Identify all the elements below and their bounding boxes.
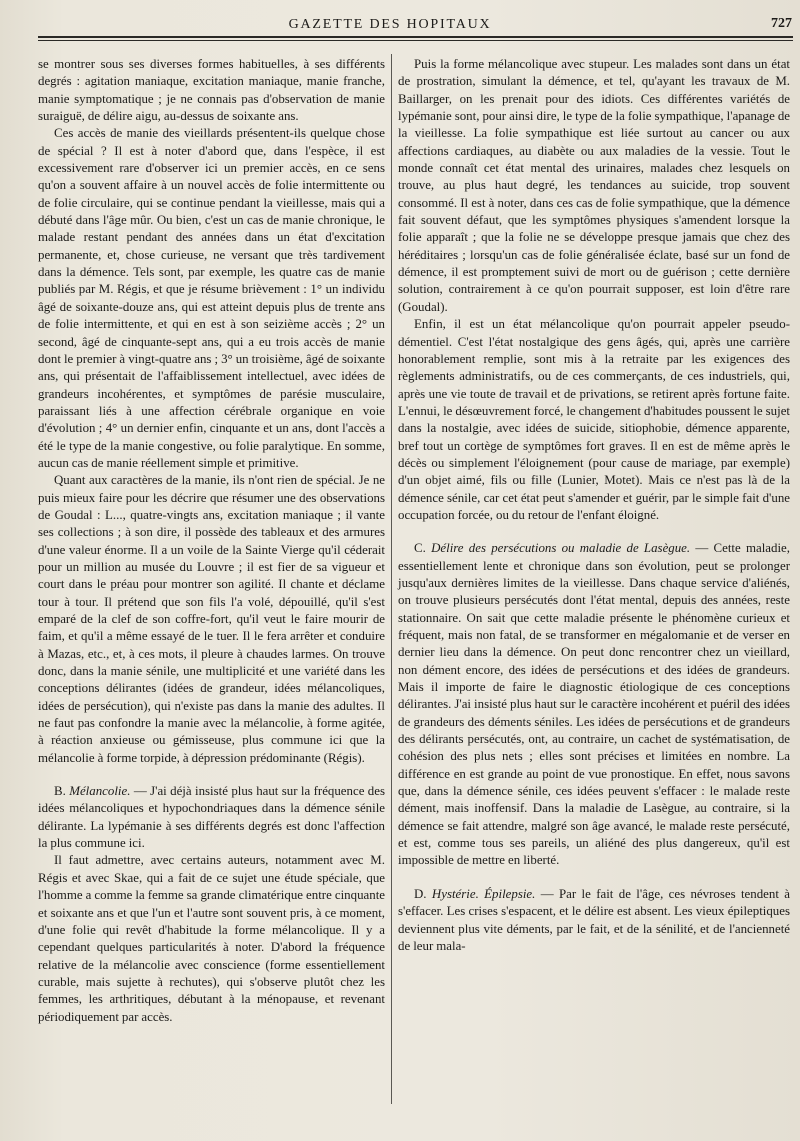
left-paragraph-5: Il faut admettre, avec certains auteurs, notamment avec M. Régis et avec Skae, qui a fait de ce sujet une étude spéciale, que l'homme a comme la femme sa grande climatérique entre cinquante et soixante ans et que l'un et l'autre sont souvent pris, à ce moment, d'une folie qui revêt d'habitude la forme mélancolique. Il y a cependant quelques particularités à noter. D'abord la fréquence relative de la mélancolie avec conscience (forme essentiellement curable, mais sujette à rechutes), qui s'observe plutôt chez les femmes, les arthritiques, débutant à la ménopause, et revenant périodiquement par accès. — [38, 853, 385, 1024]
running-title: GAZETTE DES HOPITAUX — [288, 17, 492, 32]
header-rule-thick — [38, 36, 793, 38]
section-b-title: Mélancolie. — [69, 784, 131, 799]
section-c-title: Délire des persécutions ou maladie de Lasègue. — [431, 541, 691, 556]
right-paragraph-1: Puis la forme mélancolique avec stupeur. Les malades sont dans un état de prostration, simulant la démence, et tel, qu'ayant les travaux de M. Baillarger, on les prenait pour des idiots. Ces différentes variétés de lypémanie sont, pour ainsi dire, le type de la folie sympathique, l'apanage de la vieillesse. La folie sympathique est liée surtout au cancer ou aux affections cardiaques, au diabète ou aux maladies de la vessie. Tout le monde connaît cet état mental des urinaires, malades chez lesquels on trouve, au plus haut degré, les tendances au suicide, trop souvent consommé. Il est à noter, dans ces cas de folie sympathique, que la démence fait souvent défaut, que les symptômes physiques s'amendent lorsque la folie apparaît ; que la folie ne se développe presque jamais que chez des héréditaires ; lorsqu'un cas de folie généralisée éclate, basé sur un fond de démence, il est promptement suivi de mort ou de guérison ; cette dernière solution, contrairement à ce qu'on pourrait supposer, est loin d'être rare (Goudal). — [398, 57, 790, 314]
right-column — [398, 56, 790, 955]
section-c-paragraph — [398, 540, 790, 870]
column-divider — [391, 54, 392, 1104]
section-c-text: — Cette maladie, essentiellement lente et chronique dans son évolution, peut se prolonger jusqu'aux dernières limites de la vieillesse. Dans chaque service d'aliénés, on trouve plusieurs persécutés dont l'état mental, depuis des années, reste stationnaire. On sait que cette maladie présente le phénomène curieux et fréquent, mais non fatal, de se transformer en mégalomanie et de verser en dernier lieu dans la démence. On peut donc rencontrer chez un vieillard, non dément encore, des idées de persécutions et des idées de grandeurs. Mais il importe de faire le diagnostic étiologique de ces conceptions délirantes. J'ai insisté plus haut sur le caractère incohérent et puéril des idées de grandeurs des déments séniles. Les idées de persécutions et de grandeurs des délirants persécutés, ont, au contraire, un cachet de systématisation, de cohésion des plus nets ; elles sont précises et limitées en nombre. La différence en est grande au point de vue pronostique. En effet, nous savons que, dans la démence sénile, ces idées peuvent s'effacer : le malade reste dément, mais inoffensif. Dans la maladie de Lasègue, au contraire, si la démence se fait attendre, malgré son âge avancé, le malade reste persécuté, et est, comme tous ses pareils, un aliéné des plus dangereux, qu'il est impossible de mettre en liberté. — [398, 541, 790, 868]
page-number: 727 — [771, 16, 792, 31]
left-paragraph-1: se montrer sous ses diverses formes habituelles, à ses différents degrés : agitation maniaque, excitation maniaque, manie franche, manie symptomatique ; je ne connais pas d'observation de manie suraiguë, de délire aigu, au-dessus de soixante ans. — [38, 57, 385, 124]
left-paragraph-2: Ces accès de manie des vieillards présentent-ils quelque chose de spécial ? Il est à noter d'abord que, dans l'espèce, il est excessivement rare d'observer ici un premier accès, en ce sens qu'on a souvent affaire à un nouvel accès de folie intermittente ou de folie circulaire, qui se continue pendant la vieillesse, mais qui a débuté dans l'âge mûr. Ou bien, c'est un cas de manie chronique, le malade restant pendant des années dans un état d'excitation permanente, et, chose curieuse, ne versant que très tardivement dans la démence. Tels sont, par exemple, les quatre cas de manie publiés par M. Régis, et que je résume brièvement : 1° un individu âgé de soixante-douze ans, qui est atteint depuis plus de trente ans de folie intermittente, et qui en est à son seizième accès ; 2° un second, âgé de cinquante-sept ans, qui a eu trois accès de manie dont le premier à vingt-quatre ans ; 3° un troisième, âgé de soixante ans, qui présentait de l'affaiblissement intellectuel, avec idées de grandeurs incohérentes, et symptômes de parésie musculaire, paraissant liés à une affection cérébrale organique en voie d'évolution ; 4° un dernier enfin, cinquante et un ans, dont l'accès a été le type de la manie congestive, ou folie paralytique. En somme, aucun cas de manie réellement simple et primitive. — [38, 126, 385, 470]
header-rule-thin — [38, 40, 793, 41]
left-column — [38, 56, 385, 1026]
section-b-paragraph — [38, 783, 385, 852]
section-d-paragraph — [398, 886, 790, 955]
section-d-text: — Par le fait de l'âge, ces névroses tendent à s'effacer. Les crises s'espacent, et le délire est absent. Les vieux épileptiques deviennent plus vite déments, par le fait, et de la sénilité, et de l'ancienneté de leur mala- — [398, 886, 790, 953]
section-b-text: — J'ai déjà insisté plus haut sur la fréquence des idées mélancoliques et hypochondriaques dans la démence sénile délirante. La lypémanie à ses différents degrés est donc l'affection la plus commune ici. — [38, 784, 385, 851]
section-d-label: D. — [414, 886, 427, 901]
right-paragraph-2: Enfin, il est un état mélancolique qu'on pourrait appeler pseudo-démentiel. C'est l'état nostalgique des gens âgés, qui, après une carrière honorablement remplie, sont mis à la retraite par les exigences des règlements administratifs, ou de ces commerçants, de ces industriels, qui, après une vie toute de travail et de privations, se retirent après fortune faite. L'ennui, le désœuvrement forcé, le changement d'habitudes poussent le sujet dans la nostalgie, avec idées de suicide, sitiophobie, démence apparente, bref tout un cortège de symptômes fort graves. Il en est de même après le décès ou simplement l'éloignement (pour cause de mariage, par exemple) d'un objet aimé, fils ou fille (Lunier, Motet). Mais ce n'est pas là de la démence sénile, car cet état peut s'amender et guérir, par le simple fait d'une occupation forcée, ou du retour de l'enfant éloigné. — [398, 317, 790, 522]
section-b-label: B. — [54, 784, 66, 799]
section-c-label: C. — [414, 541, 426, 556]
section-d-title: Hystérie. Épilepsie. — [431, 886, 536, 901]
left-paragraph-3: Quant aux caractères de la manie, ils n'ont rien de spécial. Je ne puis mieux faire pour les décrire que résumer une des observations de Goudal : L..., quatre-vingts ans, excitation maniaque ; il vante ses collections ; à son dire, il possède des tableaux et des armures d'une valeur énorme. Il a un voile de la Sainte Vierge qu'il céderait pour un million au musée du Louvre ; il est fier de sa vigueur et court dans le préau pour montrer son agilité. Il chante et déclame tour à tour. Il prétend que son fils l'a volé, dépouillé, qu'il s'est emparé de la clef de son coffre-fort, qu'il veut le faire mourir de faim, et qu'il a même essayé de le tuer. Il le fera arrêter et conduire à Mazas, etc., et, à ces mots, il pleure à chaudes larmes. On trouve donc, dans la manie sénile, une multiplicité et une variété dans les conceptions délirantes (idées de grandeur, idées mélancoliques, idées de persécution), qui n'existe pas dans la manie des adultes. Il ne faut pas confondre la manie avec la mélancolie, à forme agitée, à réaction anxieuse ou gémisseuse, plus commune ici que la mélancolie à forme torpide, à dépression prédominante (Régis). — [38, 473, 385, 765]
